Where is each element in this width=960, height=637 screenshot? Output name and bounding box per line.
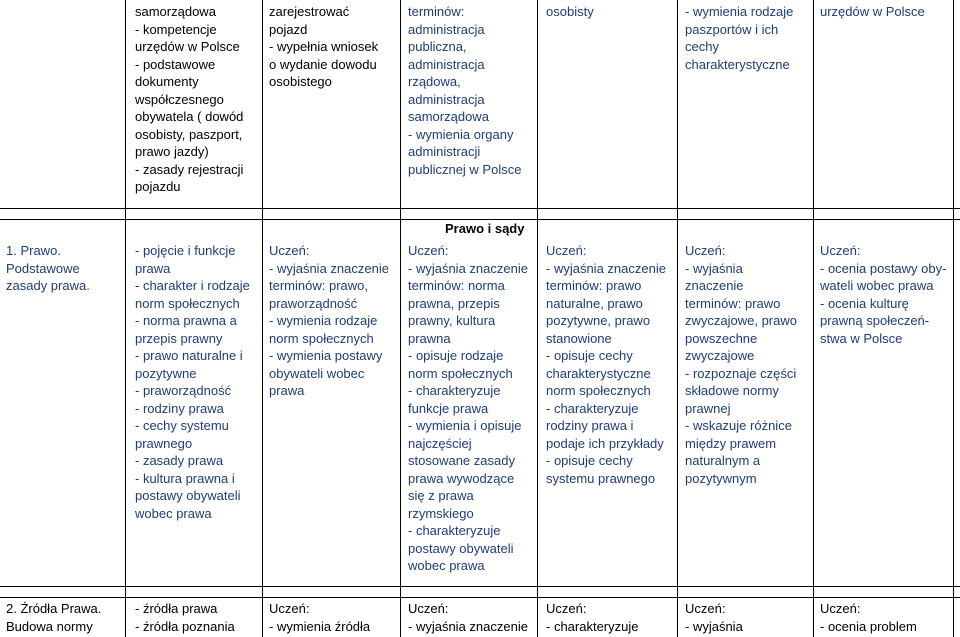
cell-zrodla-col3: Uczeń: - wyjaśnia znaczenie <box>408 601 528 634</box>
row-divider <box>0 586 960 587</box>
cell-prawo-col1: - pojęcie i funkcje prawa - charakter i rodzaje norm społecznych - norma prawna a przepis prawny - prawo naturalne i pozytywne - praworządność - rodziny prawa - cechy systemu prawnego - zasady prawa - kultura prawna i postawy obywateli wobec prawa <box>135 243 250 521</box>
cell-zrodla-col6: Uczeń: - ocenia problem <box>820 601 917 634</box>
column-divider <box>677 0 678 637</box>
cell-zrodla-col5: Uczeń: - wyjaśnia <box>685 601 743 634</box>
cell-prawo-col3: Uczeń: - wyjaśnia znaczenie terminów: norma prawna, przepis prawny, kultura prawna - opisuje rodzaje norm społecznych - charakteryzuje funkcje prawa - wymienia i opisuje najczęściej stosowane zasady prawa wywodzące się z prawa rzymskiego - charakteryzuje postawy obywateli wobec prawa <box>408 243 528 573</box>
row-divider <box>0 219 960 220</box>
cell-prawo-col0: 1. Prawo. Podstawowe zasady prawa. <box>6 243 90 293</box>
cell-top-col2: zarejestrować pojazd - wypełnia wniosek o wydanie dowodu osobistego <box>269 4 379 89</box>
cell-top-col3: terminów: administracja publiczna, administracja rządowa, administracja samorządowa - wymienia organy administracji publicznej w Polsce <box>408 4 522 177</box>
row-divider <box>0 597 960 598</box>
row-divider <box>0 208 960 209</box>
column-divider <box>537 0 538 637</box>
cell-prawo-col4: Uczeń: - wyjaśnia znaczenie terminów: prawo naturalne, prawo pozytywne, prawo stanowione - opisuje cechy charakterystyczne norm społecznych - charakteryzuje rodziny prawa i podaje ich przykłady - opisuje cechy systemu prawnego <box>546 243 666 486</box>
column-divider <box>400 0 401 637</box>
cell-top-col1: samorządowa - kompetencje urzędów w Polsce - podstawowe dokumenty współczesnego obywatela ( dowód osobisty, paszport, prawo jazdy) - zasady rejestracji pojazdu <box>135 4 244 194</box>
column-divider <box>813 0 814 637</box>
section-title: Prawo i sądy <box>445 221 525 236</box>
cell-zrodla-col4: Uczeń: - charakteryzuje <box>546 601 639 634</box>
column-divider <box>125 0 126 637</box>
column-divider <box>262 0 263 637</box>
cell-zrodla-col0: 2. Źródła Prawa. Budowa normy <box>6 601 102 634</box>
cell-prawo-col5: Uczeń: - wyjaśnia znaczenie terminów: prawo zwyczajowe, prawo powszechne zwyczajowe - rozpoznaje części składowe normy prawnej - wskazuje różnice między prawem naturalnym a pozytywnym <box>685 243 797 486</box>
cell-zrodla-col2: Uczeń: - wymienia źródła <box>269 601 371 634</box>
cell-top-col6: urzędów w Polsce <box>820 4 925 19</box>
cell-top-col4: osobisty <box>546 4 594 19</box>
column-divider <box>953 0 954 637</box>
cell-prawo-col2: Uczeń: - wyjaśnia znaczenie terminów: prawo, praworządność - wymienia rodzaje norm społecznych - wymienia postawy obywateli wobec prawa <box>269 243 389 398</box>
cell-prawo-col6: Uczeń: - ocenia postawy oby- wateli wobec prawa - ocenia kulturę prawną społeczeń- stwa w Polsce <box>820 243 947 346</box>
cell-zrodla-col1: - źródła prawa - źródła poznania <box>135 601 235 634</box>
cell-top-col5: - wymienia rodzaje paszportów i ich cechy charakterystyczne <box>685 4 794 72</box>
